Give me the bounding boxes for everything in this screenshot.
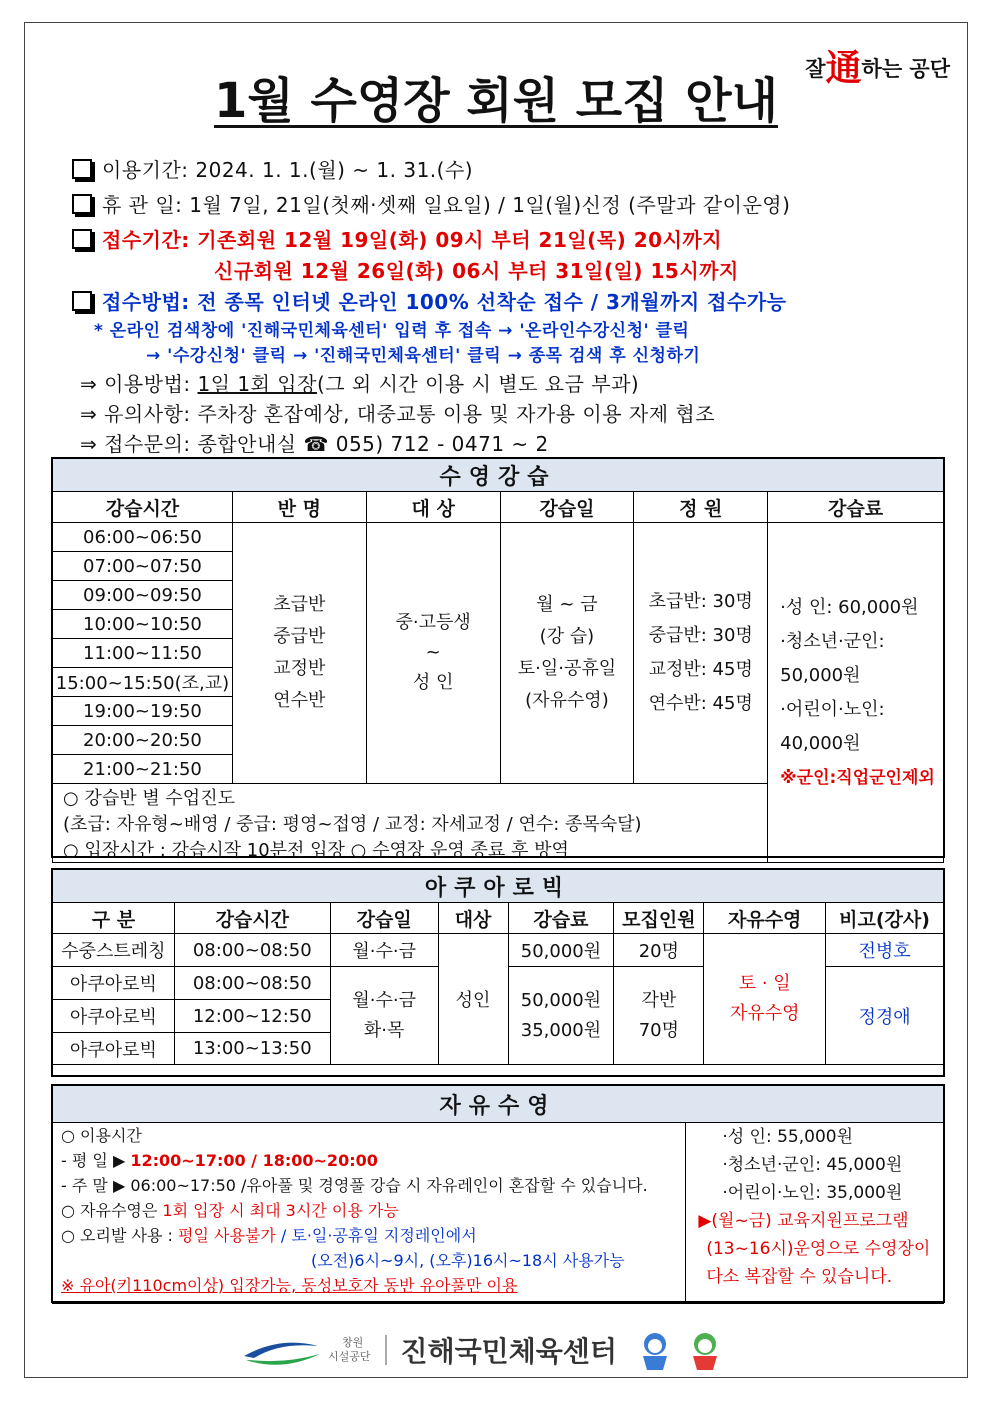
col-target: 대상 [438, 903, 508, 934]
row-time: 13:00~13:50 [174, 1033, 330, 1065]
row-name: 아쿠아로빅 [53, 1000, 175, 1033]
time-slot: 21:00~21:50 [53, 755, 233, 784]
row-capacity: 각반 70명 [614, 967, 704, 1065]
row-days: 월·수·금 화·목 [330, 967, 438, 1065]
class-list: 초급반 중급반 교정반 연수반 [232, 523, 366, 784]
row-time: 08:00~08:50 [174, 967, 330, 1000]
teacher-cell: 정경애 [826, 967, 944, 1065]
fee-cell: ·성 인: 60,000원 ·청소년·군인: 50,000원 ·어린이·노인: 40,000원 ※군인:직업군인제외 [768, 523, 944, 863]
target-cell: 중·고등생 ~ 성 인 [366, 523, 500, 784]
divider [385, 1335, 387, 1365]
info-note2: → '수강신청' 클릭 → '진해국민체육센터' 클릭 → 종목 검색 후 신청하기 [146, 346, 701, 366]
time-slot: 11:00~11:50 [53, 639, 233, 668]
capacity-cell: 초급반: 30명 중급반: 30명 교정반: 45명 연수반: 45명 [634, 523, 768, 784]
info-period: 이용기간: 2024. 1. 1.(월) ~ 1. 31.(수) [72, 154, 473, 183]
col-teacher: 비고(강사) [826, 903, 944, 934]
info-contact: ⇒ 접수문의: 종합안내실 ☎ 055) 712 - 0471 ~ 2 [80, 432, 549, 456]
col-target: 대 상 [366, 492, 500, 523]
free-header: 자유수영 [53, 1086, 944, 1123]
col-free-swim: 자유수영 [704, 903, 826, 934]
free-swim-cell: 토 · 일 자유수영 [704, 934, 826, 1065]
progress-title: ○ 강습반 별 수업진도 [53, 784, 768, 811]
org-logo-icon [240, 1332, 324, 1368]
row-capacity: 20명 [614, 934, 704, 967]
checkbox-icon [72, 291, 92, 311]
center-name: 진해국민체육센터 [400, 1335, 617, 1368]
col-fee: 강습료 [768, 492, 944, 523]
org-name: 창원 시설공단 [328, 1336, 371, 1363]
swim-table [52, 458, 944, 863]
days-cell: 월 ~ 금 (강 습) 토·일·공휴일 (자유수영) [500, 523, 634, 784]
checkbox-icon [72, 159, 92, 179]
aqua-header: 아쿠아로빅 [53, 870, 944, 903]
row-time: 12:00~12:50 [174, 1000, 330, 1033]
info-caution: ⇒ 유의사항: 주차장 혼잡예상, 대중교통 이용 및 자가용 이용 자제 협조 [80, 402, 716, 426]
swim-header: 수영강습 [53, 459, 944, 492]
info-closed: 휴 관 일: 1월 7일, 21일(첫째·셋째 일요일) / 1일(월)신정 (주말과 같이운영) [72, 189, 790, 218]
row-time: 08:00~08:50 [174, 934, 330, 967]
checkbox-icon [72, 229, 92, 249]
col-time: 강습시간 [53, 492, 233, 523]
target-cell: 성인 [438, 934, 508, 1065]
page-title: 1월 수영장 회원 모집 안내 [214, 73, 778, 129]
col-time: 강습시간 [174, 903, 330, 934]
footer [240, 1330, 733, 1370]
info-reg-existing: 접수기간: 기존회원 12월 19일(화) 09시 부터 21일(목) 20시까지 [72, 224, 722, 253]
time-slot: 20:00~20:50 [53, 726, 233, 755]
col-days: 강습일 [500, 492, 634, 523]
row-days: 월·수·금 [330, 934, 438, 967]
col-type: 구 분 [53, 903, 175, 934]
col-class: 반 명 [232, 492, 366, 523]
col-days: 강습일 [330, 903, 438, 934]
row-name: 수중스트레칭 [53, 934, 175, 967]
aqua-table [52, 869, 944, 1065]
row-name: 아쿠아로빅 [53, 1033, 175, 1065]
time-slot: 07:00~07:50 [53, 552, 233, 581]
slogan: 잘通하는 공단 [805, 48, 950, 89]
time-slot: 06:00~06:50 [53, 523, 233, 552]
time-slot: 09:00~09:50 [53, 581, 233, 610]
mascot-icon [633, 1330, 733, 1370]
free-info: ○ 이용시간 - 평 일 ▶ 12:00~17:00 / 18:00~20:00 - 주 말 ▶ 06:00~17:50 /유아풀 및 경영풀 강습 시 자유레인이 혼잡할 수 있습니다. ○ 자유수영은 1회 입장 시 최대 3시간 이용 가능 ○ 오리발 사용 : 평일 사용불가 / 토·일·공휴일 지정레인에서 (오전)6시~9시, (오후)16시~18시 사용가능 ※ 유아(키110cm이상) 입장가능, 동성보호자 동반 유아풀만 이용 [53, 1123, 686, 1304]
row-fee: 50,000원 [508, 934, 614, 967]
col-capacity: 정 원 [634, 492, 768, 523]
row-name: 아쿠아로빅 [53, 967, 175, 1000]
row-fee: 50,000원 35,000원 [508, 967, 614, 1065]
col-capacity: 모집인원 [614, 903, 704, 934]
teacher-cell: 전병호 [826, 934, 944, 967]
info-method: 접수방법: 전 종목 인터넷 온라인 100% 선착순 접수 / 3개월까지 접수가능 [72, 286, 786, 315]
time-slot: 10:00~10:50 [53, 610, 233, 639]
info-note1: * 온라인 검색창에 '진해국민체육센터' 입력 후 접속 → '온라인수강신청' 클릭 [94, 321, 690, 341]
checkbox-icon [72, 194, 92, 214]
progress-detail: (초급: 자유형~배영 / 중급: 평영~접영 / 교정: 자세교정 / 연수: 종목숙달) [53, 810, 768, 836]
free-table [52, 1085, 944, 1304]
free-fees: ·성 인: 55,000원 ·청소년·군인: 45,000원 ·어린이·노인: 35,000원 ▶(월~금) 교육지원프로그램 (13~16시)운영으로 수영장이 다소 복잡할 수 있습니다. [686, 1123, 944, 1304]
col-fee: 강습료 [508, 903, 614, 934]
info-use: ⇒ 이용방법: 1일 1회 입장(그 외 시간 이용 시 별도 요금 부과) [80, 372, 640, 396]
time-slot: 15:00~15:50(조,교) [53, 668, 233, 697]
entry-note: ○ 입장시간 : 강습시작 10분전 입장 ○ 수영장 운영 종료 후 방역 [53, 836, 768, 863]
info-reg-new: 신규회원 12월 26일(화) 06시 부터 31일(일) 15시까지 [214, 259, 739, 283]
time-slot: 19:00~19:50 [53, 697, 233, 726]
